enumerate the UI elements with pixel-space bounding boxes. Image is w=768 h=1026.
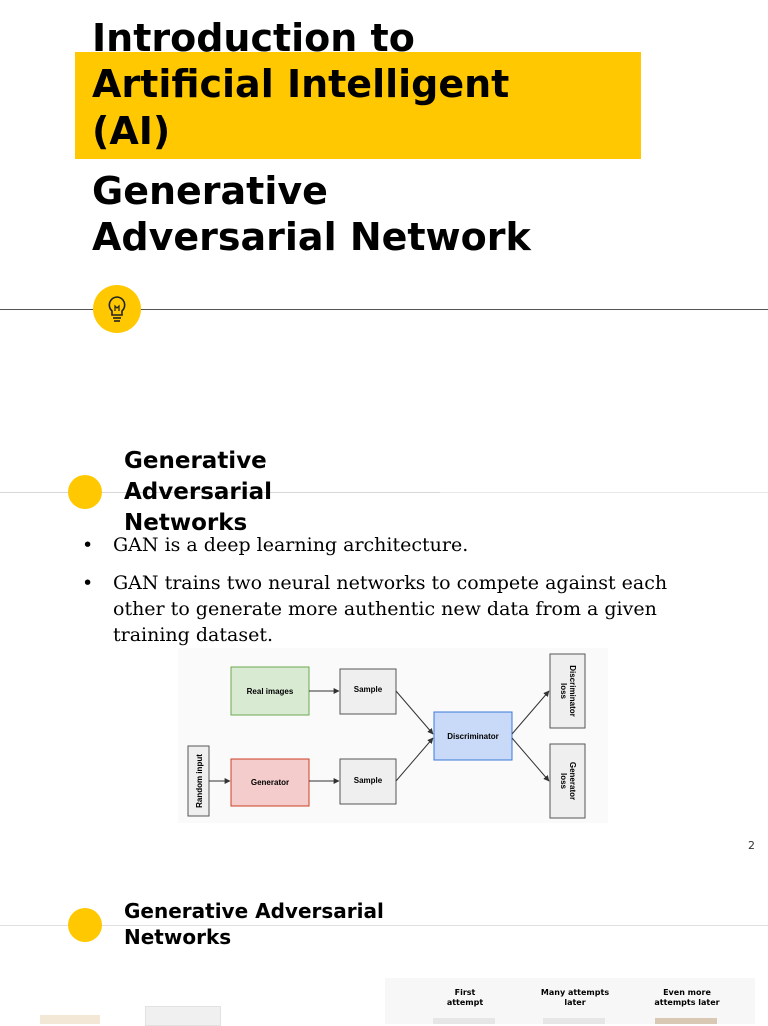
random-input-label: Random input: [195, 754, 204, 808]
sample-bottom-label: Sample: [353, 776, 383, 785]
arrow-to-discriminator-loss: [512, 691, 549, 734]
strip-label-even-more: [647, 988, 727, 1008]
strip-label-even-more-line-2: attempts later: [654, 998, 720, 1007]
arrow-sample-top-to-discriminator: [396, 691, 433, 734]
section-heading-line-2: Adversarial: [124, 479, 273, 505]
title-line-3: (AI): [92, 109, 171, 153]
bullet-text: GAN trains two neural networks to compete against each other to generate more authentic new data from a given training dataset.: [113, 572, 668, 646]
bullet-mark: •: [82, 534, 94, 556]
section-dot-icon: [68, 908, 102, 942]
lightbulb-icon: [93, 285, 141, 333]
strip-label-first-line-1: First: [454, 988, 476, 997]
discriminator-label: Discriminator: [447, 732, 499, 741]
generator-loss-label-1: Generator: [568, 761, 577, 801]
title-line-1: Introduction to: [92, 16, 415, 60]
generator-loss-label-2: loss: [559, 772, 568, 790]
subtitle-line-2: Adversarial Network: [92, 215, 531, 259]
strip-label-first: [425, 988, 505, 1008]
strip-image-many: [543, 1018, 605, 1024]
section-heading: [124, 446, 272, 539]
gan-architecture-diagram: [178, 648, 608, 823]
section-heading-3: [124, 898, 384, 950]
generator-label: Generator: [250, 778, 290, 787]
page-number: 2: [748, 839, 755, 852]
real-images-label: Real images: [246, 687, 294, 696]
sample-top-label: Sample: [353, 685, 383, 694]
bullet-list: [82, 532, 722, 660]
section-dot-icon: [68, 475, 102, 509]
arrow-to-generator-loss: [512, 738, 549, 781]
section-heading-3-line-1: Generative Adversarial: [124, 899, 384, 923]
strip-image-first: [433, 1018, 495, 1024]
section-heading-line-3: Networks: [124, 510, 248, 536]
partial-image-center: [145, 1006, 221, 1026]
strip-label-many: [535, 988, 615, 1008]
partial-image-left: [40, 1015, 100, 1024]
discriminator-loss-label-1: Discriminator: [568, 665, 577, 717]
bullet-item: [82, 532, 722, 558]
bullet-mark: •: [82, 572, 94, 594]
section-divider-right: [440, 492, 768, 493]
strip-label-first-line-2: attempt: [446, 998, 484, 1007]
training-progress-strip: [385, 978, 755, 1024]
bullet-item: [82, 570, 722, 648]
section-heading-3-line-2: Networks: [124, 925, 232, 949]
strip-image-even-more: [655, 1018, 717, 1024]
strip-label-many-line-1: Many attempts: [540, 988, 610, 997]
strip-label-many-line-2: later: [564, 998, 586, 1007]
section-heading-line-1: Generative: [124, 448, 267, 474]
title-line-2: Artificial Intelligent: [92, 62, 510, 106]
subtitle-line-1: Generative: [92, 169, 328, 213]
arrow-sample-bottom-to-discriminator: [396, 738, 433, 781]
discriminator-loss-label-2: loss: [559, 682, 568, 700]
strip-label-even-more-line-1: Even more: [663, 988, 711, 997]
bullet-text: GAN is a deep learning architecture.: [113, 534, 469, 556]
section-divider-3: [0, 925, 768, 926]
